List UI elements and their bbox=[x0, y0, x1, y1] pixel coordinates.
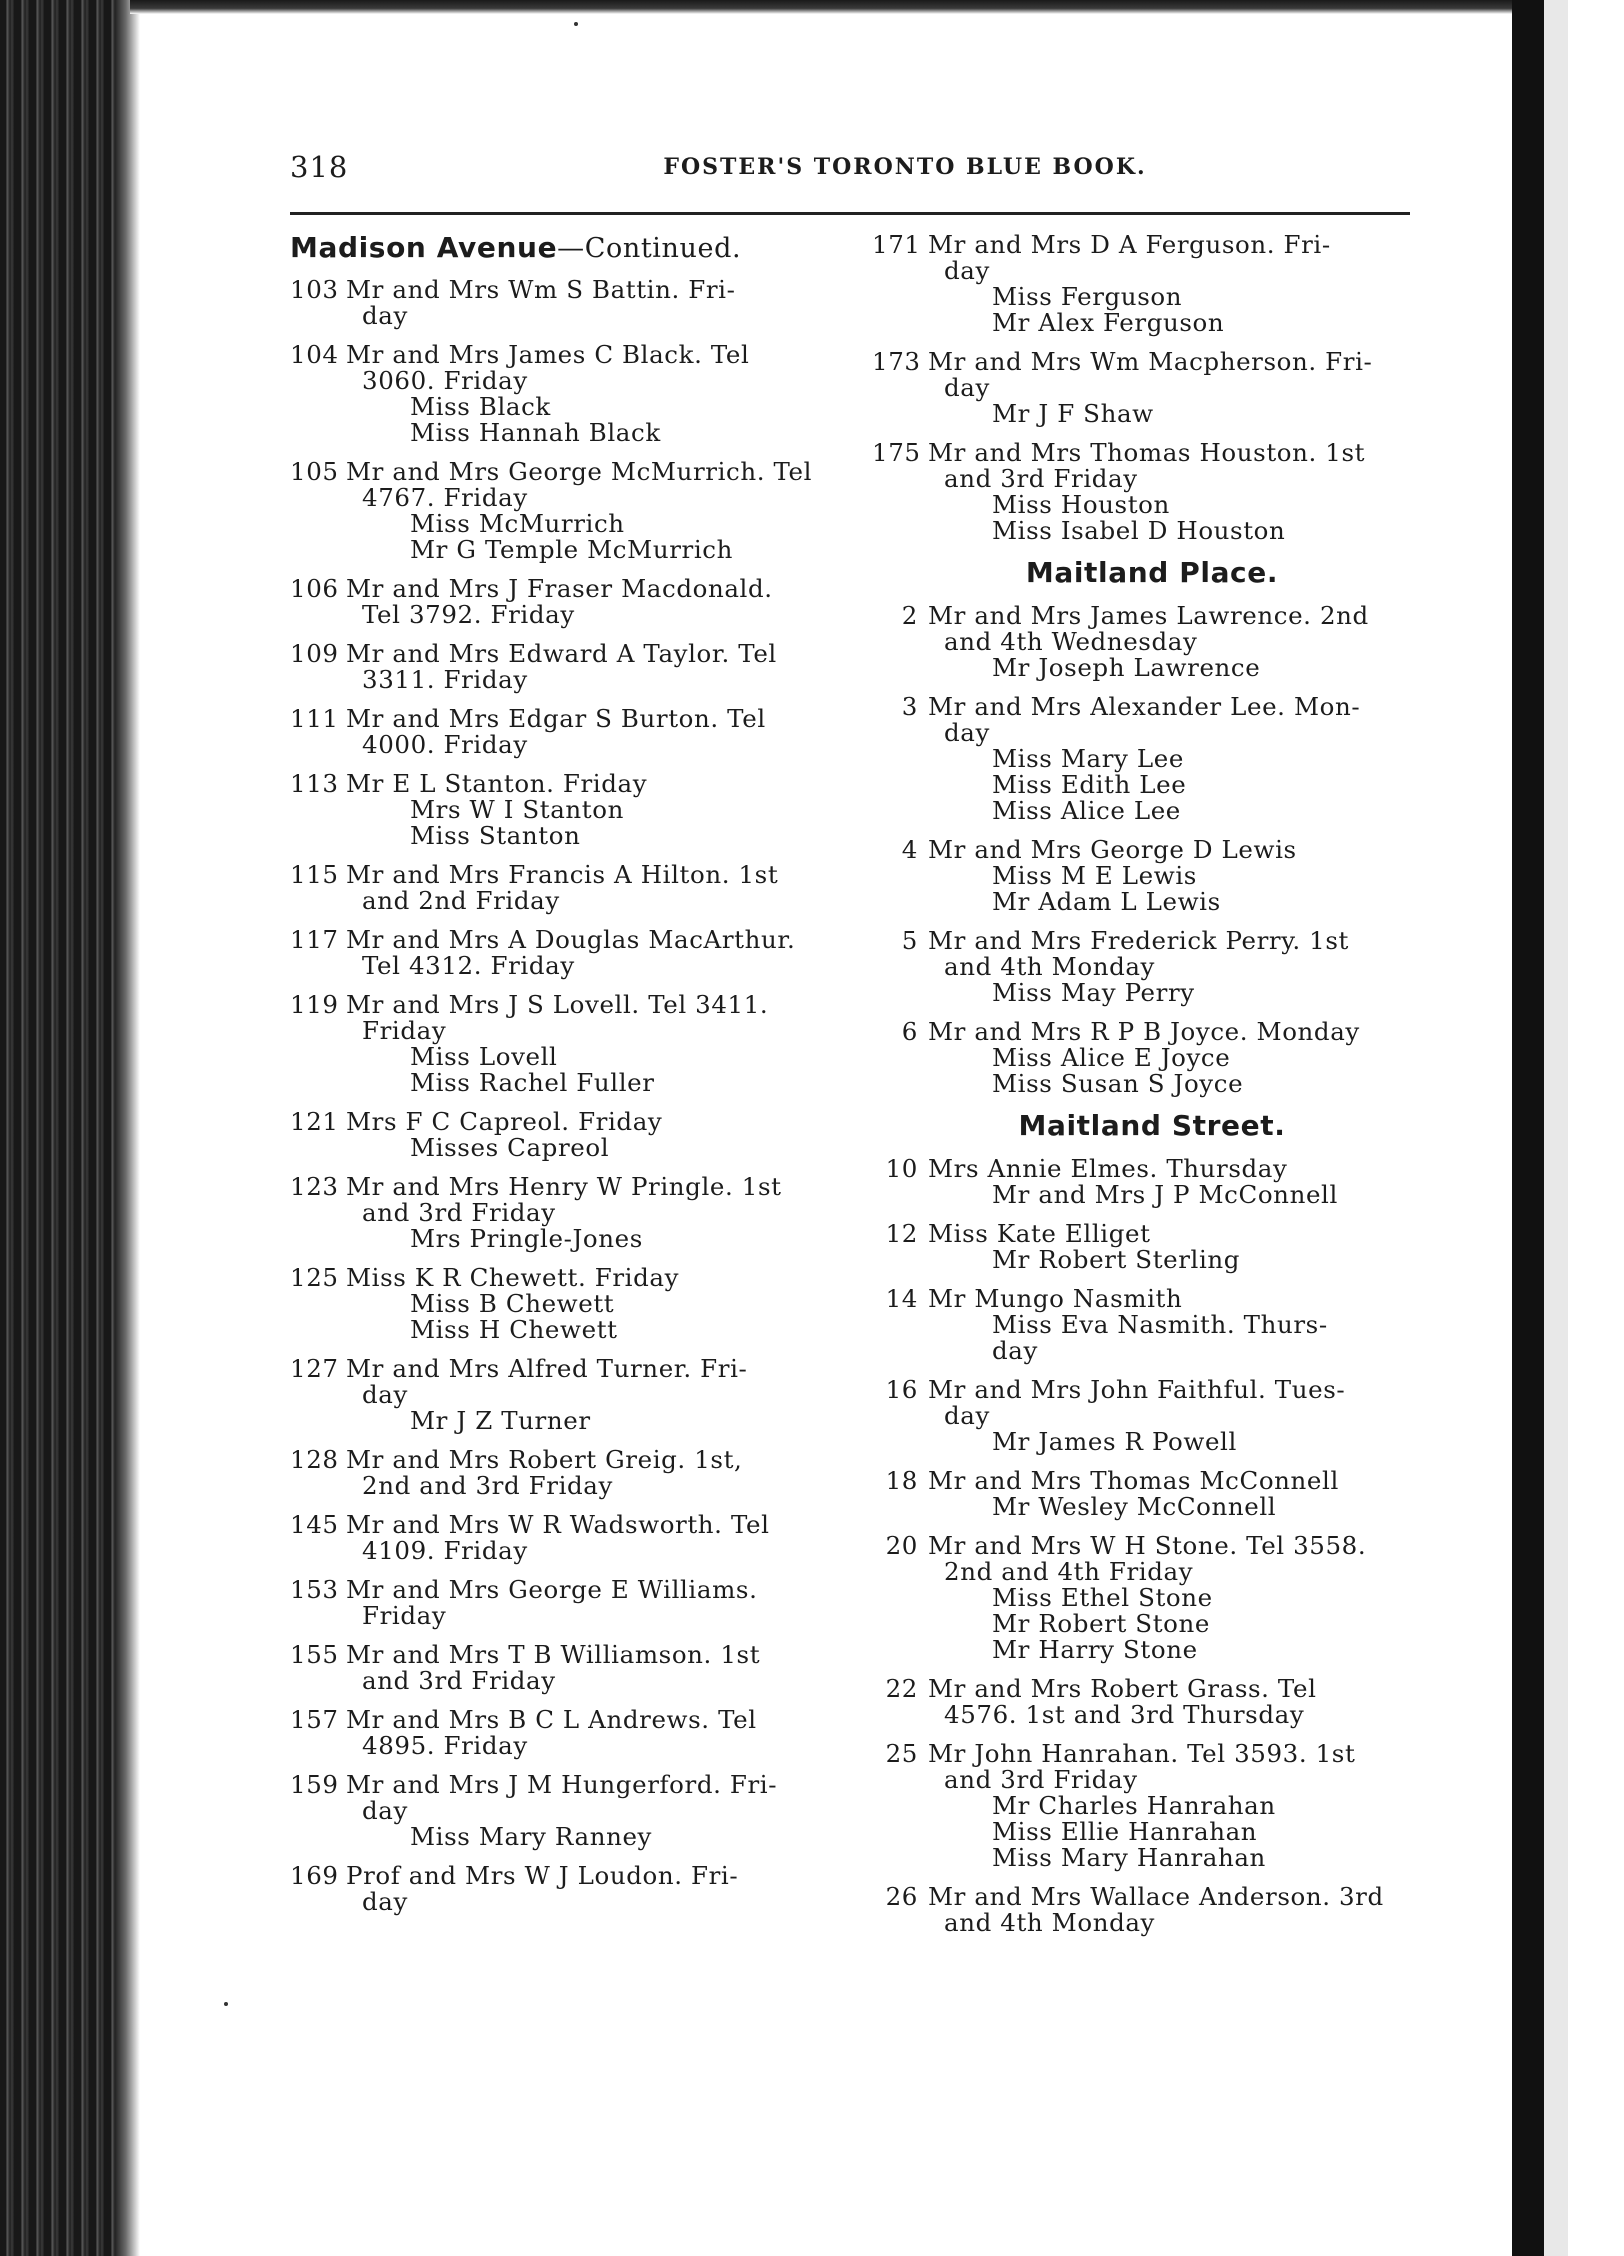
directory-entry bbox=[290, 1356, 850, 1434]
header-rule bbox=[290, 212, 1410, 215]
entry-resident: Mr J Z Turner bbox=[410, 1406, 591, 1435]
entry-resident: Miss Eva Nasmith. Thurs- bbox=[992, 1310, 1328, 1339]
entry-continuation: and 4th Monday bbox=[944, 952, 1156, 981]
entry-continuation: Friday bbox=[362, 1601, 447, 1630]
book-edge-top bbox=[130, 0, 1560, 14]
entry-householder: Mr John Hanrahan. Tel 3593. 1st bbox=[928, 1739, 1356, 1768]
house-number: 117 bbox=[290, 925, 339, 954]
entry-householder: Mr and Mrs W R Wadsworth. Tel bbox=[346, 1510, 770, 1539]
house-number: 175 bbox=[872, 438, 921, 467]
directory-entry bbox=[290, 1863, 850, 1915]
heading-text: Madison Avenue bbox=[290, 231, 558, 264]
entry-continuation: day bbox=[944, 1401, 990, 1430]
house-number: 26 bbox=[885, 1882, 918, 1911]
entry-resident: Mr Alex Ferguson bbox=[992, 308, 1225, 337]
directory-entry bbox=[872, 232, 1432, 336]
entry-resident: Miss Ethel Stone bbox=[992, 1583, 1213, 1612]
entry-resident: Miss Edith Lee bbox=[992, 770, 1187, 799]
entry-householder: Mrs Annie Elmes. Thursday bbox=[928, 1154, 1288, 1183]
house-number: 2 bbox=[901, 601, 918, 630]
entry-householder: Mr and Mrs Alfred Turner. Fri- bbox=[346, 1354, 748, 1383]
entry-resident: Mr Robert Sterling bbox=[992, 1245, 1241, 1274]
directory-entry bbox=[872, 1884, 1432, 1936]
entry-continuation: and 2nd Friday bbox=[362, 886, 560, 915]
entry-householder: Mr and Mrs John Faithful. Tues- bbox=[928, 1375, 1346, 1404]
entry-householder: Mr and Mrs J Fraser Macdonald. bbox=[346, 574, 773, 603]
directory-entry bbox=[290, 1707, 850, 1759]
entry-resident: Miss Susan S Joyce bbox=[992, 1069, 1244, 1098]
directory-entry bbox=[290, 1512, 850, 1564]
house-number: 121 bbox=[290, 1107, 339, 1136]
entry-continuation: 4000. Friday bbox=[362, 730, 528, 759]
directory-entry bbox=[290, 1265, 850, 1343]
entry-householder: Mr and Mrs Wm S Battin. Fri- bbox=[346, 275, 736, 304]
house-number: 104 bbox=[290, 340, 339, 369]
entry-continuation: 4109. Friday bbox=[362, 1536, 528, 1565]
entry-resident: Miss Ferguson bbox=[992, 282, 1183, 311]
entry-householder: Mr and Mrs Alexander Lee. Mon- bbox=[928, 692, 1361, 721]
house-number: 5 bbox=[901, 926, 918, 955]
left-entry-list bbox=[290, 277, 850, 1915]
house-number: 171 bbox=[872, 230, 921, 259]
entry-resident: Miss Mary Ranney bbox=[410, 1822, 653, 1851]
house-number: 153 bbox=[290, 1575, 339, 1604]
entry-householder: Mr and Mrs James Lawrence. 2nd bbox=[928, 601, 1369, 630]
directory-entry bbox=[290, 342, 850, 446]
house-number: 6 bbox=[901, 1017, 918, 1046]
house-number: 16 bbox=[885, 1375, 918, 1404]
entry-resident: Miss Houston bbox=[992, 490, 1170, 519]
house-number: 169 bbox=[290, 1861, 339, 1890]
directory-entry bbox=[290, 1577, 850, 1629]
house-number: 157 bbox=[290, 1705, 339, 1734]
house-number: 14 bbox=[885, 1284, 918, 1313]
entry-continuation: and 4th Monday bbox=[944, 1908, 1156, 1937]
entry-continuation: and 4th Wednesday bbox=[944, 627, 1198, 656]
entry-continuation: day bbox=[362, 1380, 408, 1409]
entry-householder: Mr and Mrs J M Hungerford. Fri- bbox=[346, 1770, 778, 1799]
street-heading-maitland-street: Maitland Street. bbox=[1018, 1109, 1286, 1142]
entry-householder: Miss Kate Elliget bbox=[928, 1219, 1151, 1248]
house-number: 12 bbox=[885, 1219, 918, 1248]
entry-resident: Miss Hannah Black bbox=[410, 418, 661, 447]
entry-resident: Miss Black bbox=[410, 392, 551, 421]
right-column bbox=[872, 232, 1432, 1949]
directory-entry bbox=[290, 992, 850, 1096]
entry-resident: Miss B Chewett bbox=[410, 1289, 615, 1318]
entry-continuation: 3060. Friday bbox=[362, 366, 528, 395]
entry-continuation: day bbox=[944, 256, 990, 285]
entry-resident: Miss Stanton bbox=[410, 821, 581, 850]
entry-householder: Mr and Mrs T B Williamson. 1st bbox=[346, 1640, 761, 1669]
book-page-edges-left bbox=[0, 0, 140, 2256]
entry-continuation: and 3rd Friday bbox=[944, 464, 1138, 493]
entry-resident: Miss M E Lewis bbox=[992, 861, 1197, 890]
entry-householder: Mr and Mrs Thomas Houston. 1st bbox=[928, 438, 1366, 467]
maitland-place-entry-list bbox=[872, 603, 1432, 1097]
entry-householder: Mr and Mrs Robert Grass. Tel bbox=[928, 1674, 1317, 1703]
maitland-street-entry-list bbox=[872, 1156, 1432, 1936]
entry-resident: Mrs Pringle-Jones bbox=[410, 1224, 643, 1253]
entry-continuation: Tel 4312. Friday bbox=[362, 951, 575, 980]
entry-resident: day bbox=[992, 1336, 1038, 1365]
entry-householder: Mr and Mrs R P B Joyce. Monday bbox=[928, 1017, 1360, 1046]
directory-entry bbox=[872, 1377, 1432, 1455]
entry-resident: Mr Harry Stone bbox=[992, 1635, 1198, 1664]
house-number: 145 bbox=[290, 1510, 339, 1539]
house-number: 173 bbox=[872, 347, 921, 376]
directory-entry bbox=[290, 862, 850, 914]
page-header bbox=[290, 150, 1410, 196]
entry-continuation: day bbox=[944, 373, 990, 402]
entry-resident: Miss Mary Hanrahan bbox=[992, 1843, 1266, 1872]
entry-householder: Mr E L Stanton. Friday bbox=[346, 769, 648, 798]
entry-resident: Mr James R Powell bbox=[992, 1427, 1237, 1456]
entry-resident: Mr Joseph Lawrence bbox=[992, 653, 1261, 682]
running-title: FOSTER'S TORONTO BLUE BOOK. bbox=[663, 154, 1147, 180]
directory-entry bbox=[290, 641, 850, 693]
directory-entry bbox=[872, 349, 1432, 427]
left-column bbox=[290, 232, 850, 1928]
house-number: 20 bbox=[885, 1531, 918, 1560]
house-number: 3 bbox=[901, 692, 918, 721]
house-number: 123 bbox=[290, 1172, 339, 1201]
directory-entry bbox=[290, 1174, 850, 1252]
entry-resident: Miss Lovell bbox=[410, 1042, 558, 1071]
house-number: 159 bbox=[290, 1770, 339, 1799]
street-heading-maitland-place: Maitland Place. bbox=[1025, 556, 1279, 589]
directory-entry bbox=[872, 603, 1432, 681]
directory-entry bbox=[290, 771, 850, 849]
entry-continuation: 3311. Friday bbox=[362, 665, 528, 694]
house-number: 25 bbox=[885, 1739, 918, 1768]
entry-householder: Prof and Mrs W J Loudon. Fri- bbox=[346, 1861, 739, 1890]
entry-householder: Mr and Mrs Francis A Hilton. 1st bbox=[346, 860, 779, 889]
directory-entry bbox=[290, 927, 850, 979]
madison-continued-entry-list bbox=[872, 232, 1432, 544]
house-number: 105 bbox=[290, 457, 339, 486]
house-number: 155 bbox=[290, 1640, 339, 1669]
directory-entry bbox=[872, 694, 1432, 824]
house-number: 127 bbox=[290, 1354, 339, 1383]
directory-entry bbox=[290, 706, 850, 758]
directory-entry bbox=[290, 459, 850, 563]
entry-householder: Mr and Mrs Edgar S Burton. Tel bbox=[346, 704, 766, 733]
house-number: 106 bbox=[290, 574, 339, 603]
print-speck bbox=[224, 2002, 228, 2006]
directory-entry bbox=[872, 440, 1432, 544]
directory-entry bbox=[872, 1221, 1432, 1273]
entry-continuation: day bbox=[362, 1887, 408, 1916]
house-number: 128 bbox=[290, 1445, 339, 1474]
entry-householder: Mr and Mrs W H Stone. Tel 3558. bbox=[928, 1531, 1367, 1560]
house-number: 111 bbox=[290, 704, 339, 733]
entry-resident: Mr J F Shaw bbox=[992, 399, 1154, 428]
directory-entry bbox=[290, 1447, 850, 1499]
entry-continuation: and 3rd Friday bbox=[944, 1765, 1138, 1794]
entry-resident: Miss Mary Lee bbox=[992, 744, 1184, 773]
heading-continued: —Continued. bbox=[557, 233, 742, 264]
page-number: 318 bbox=[290, 150, 349, 184]
entry-continuation: 4895. Friday bbox=[362, 1731, 528, 1760]
directory-entry bbox=[290, 1642, 850, 1694]
street-heading-madison-avenue bbox=[290, 232, 850, 265]
house-number: 18 bbox=[885, 1466, 918, 1495]
house-number: 109 bbox=[290, 639, 339, 668]
entry-continuation: 2nd and 4th Friday bbox=[944, 1557, 1194, 1586]
entry-householder: Mr and Mrs George D Lewis bbox=[928, 835, 1297, 864]
entry-resident: Miss Rachel Fuller bbox=[410, 1068, 655, 1097]
house-number: 103 bbox=[290, 275, 339, 304]
house-number: 4 bbox=[901, 835, 918, 864]
entry-continuation: Tel 3792. Friday bbox=[362, 600, 575, 629]
directory-entry bbox=[872, 837, 1432, 915]
house-number: 113 bbox=[290, 769, 339, 798]
house-number: 10 bbox=[885, 1154, 918, 1183]
entry-householder: Mr and Mrs George McMurrich. Tel bbox=[346, 457, 813, 486]
entry-continuation: and 3rd Friday bbox=[362, 1666, 556, 1695]
entry-resident: Miss Alice E Joyce bbox=[992, 1043, 1231, 1072]
entry-householder: Mr and Mrs B C L Andrews. Tel bbox=[346, 1705, 757, 1734]
entry-householder: Mrs F C Capreol. Friday bbox=[346, 1107, 663, 1136]
entry-householder: Mr and Mrs A Douglas MacArthur. bbox=[346, 925, 796, 954]
directory-entry bbox=[872, 1019, 1432, 1097]
entry-resident: Mr Charles Hanrahan bbox=[992, 1791, 1276, 1820]
directory-entry bbox=[872, 1676, 1432, 1728]
entry-resident: Miss McMurrich bbox=[410, 509, 625, 538]
entry-householder: Mr and Mrs J S Lovell. Tel 3411. bbox=[346, 990, 769, 1019]
directory-entry bbox=[290, 277, 850, 329]
house-number: 115 bbox=[290, 860, 339, 889]
entry-resident: Mr and Mrs J P McConnell bbox=[992, 1180, 1338, 1209]
entry-continuation: day bbox=[944, 718, 990, 747]
directory-entry bbox=[872, 1286, 1432, 1364]
entry-resident: Miss H Chewett bbox=[410, 1315, 618, 1344]
entry-householder: Mr and Mrs James C Black. Tel bbox=[346, 340, 750, 369]
entry-householder: Mr and Mrs D A Ferguson. Fri- bbox=[928, 230, 1331, 259]
house-number: 119 bbox=[290, 990, 339, 1019]
entry-householder: Mr and Mrs Henry W Pringle. 1st bbox=[346, 1172, 782, 1201]
entry-resident: Miss Alice Lee bbox=[992, 796, 1181, 825]
entry-householder: Mr and Mrs Wallace Anderson. 3rd bbox=[928, 1882, 1384, 1911]
entry-continuation: Friday bbox=[362, 1016, 447, 1045]
entry-resident: Mr G Temple McMurrich bbox=[410, 535, 733, 564]
house-number: 22 bbox=[885, 1674, 918, 1703]
entry-householder: Mr Mungo Nasmith bbox=[928, 1284, 1183, 1313]
directory-entry bbox=[872, 1156, 1432, 1208]
entry-householder: Mr and Mrs Edward A Taylor. Tel bbox=[346, 639, 777, 668]
entry-continuation: 4576. 1st and 3rd Thursday bbox=[944, 1700, 1305, 1729]
entry-resident: Mrs W I Stanton bbox=[410, 795, 624, 824]
entry-resident: Mr Wesley McConnell bbox=[992, 1492, 1277, 1521]
entry-householder: Mr and Mrs Frederick Perry. 1st bbox=[928, 926, 1349, 955]
print-speck bbox=[574, 22, 578, 26]
entry-householder: Mr and Mrs Thomas McConnell bbox=[928, 1466, 1339, 1495]
entry-resident: Miss Isabel D Houston bbox=[992, 516, 1286, 545]
entry-resident: Mr Robert Stone bbox=[992, 1609, 1210, 1638]
entry-householder: Mr and Mrs George E Williams. bbox=[346, 1575, 758, 1604]
entry-continuation: 2nd and 3rd Friday bbox=[362, 1471, 613, 1500]
directory-entry bbox=[872, 1533, 1432, 1663]
entry-continuation: 4767. Friday bbox=[362, 483, 528, 512]
directory-entry bbox=[290, 1109, 850, 1161]
entry-householder: Mr and Mrs Robert Greig. 1st, bbox=[346, 1445, 743, 1474]
entry-resident: Mr Adam L Lewis bbox=[992, 887, 1221, 916]
entry-continuation: and 3rd Friday bbox=[362, 1198, 556, 1227]
entry-resident: Miss May Perry bbox=[992, 978, 1195, 1007]
entry-householder: Mr and Mrs Wm Macpherson. Fri- bbox=[928, 347, 1373, 376]
entry-resident: Misses Capreol bbox=[410, 1133, 610, 1162]
directory-entry bbox=[290, 576, 850, 628]
entry-continuation: day bbox=[362, 1796, 408, 1825]
directory-entry bbox=[872, 1468, 1432, 1520]
entry-continuation: day bbox=[362, 301, 408, 330]
entry-householder: Miss K R Chewett. Friday bbox=[346, 1263, 680, 1292]
directory-entry bbox=[290, 1772, 850, 1850]
entry-resident: Miss Ellie Hanrahan bbox=[992, 1817, 1258, 1846]
house-number: 125 bbox=[290, 1263, 339, 1292]
directory-entry bbox=[872, 1741, 1432, 1871]
book-gutter-right bbox=[1512, 0, 1624, 2256]
directory-entry bbox=[872, 928, 1432, 1006]
